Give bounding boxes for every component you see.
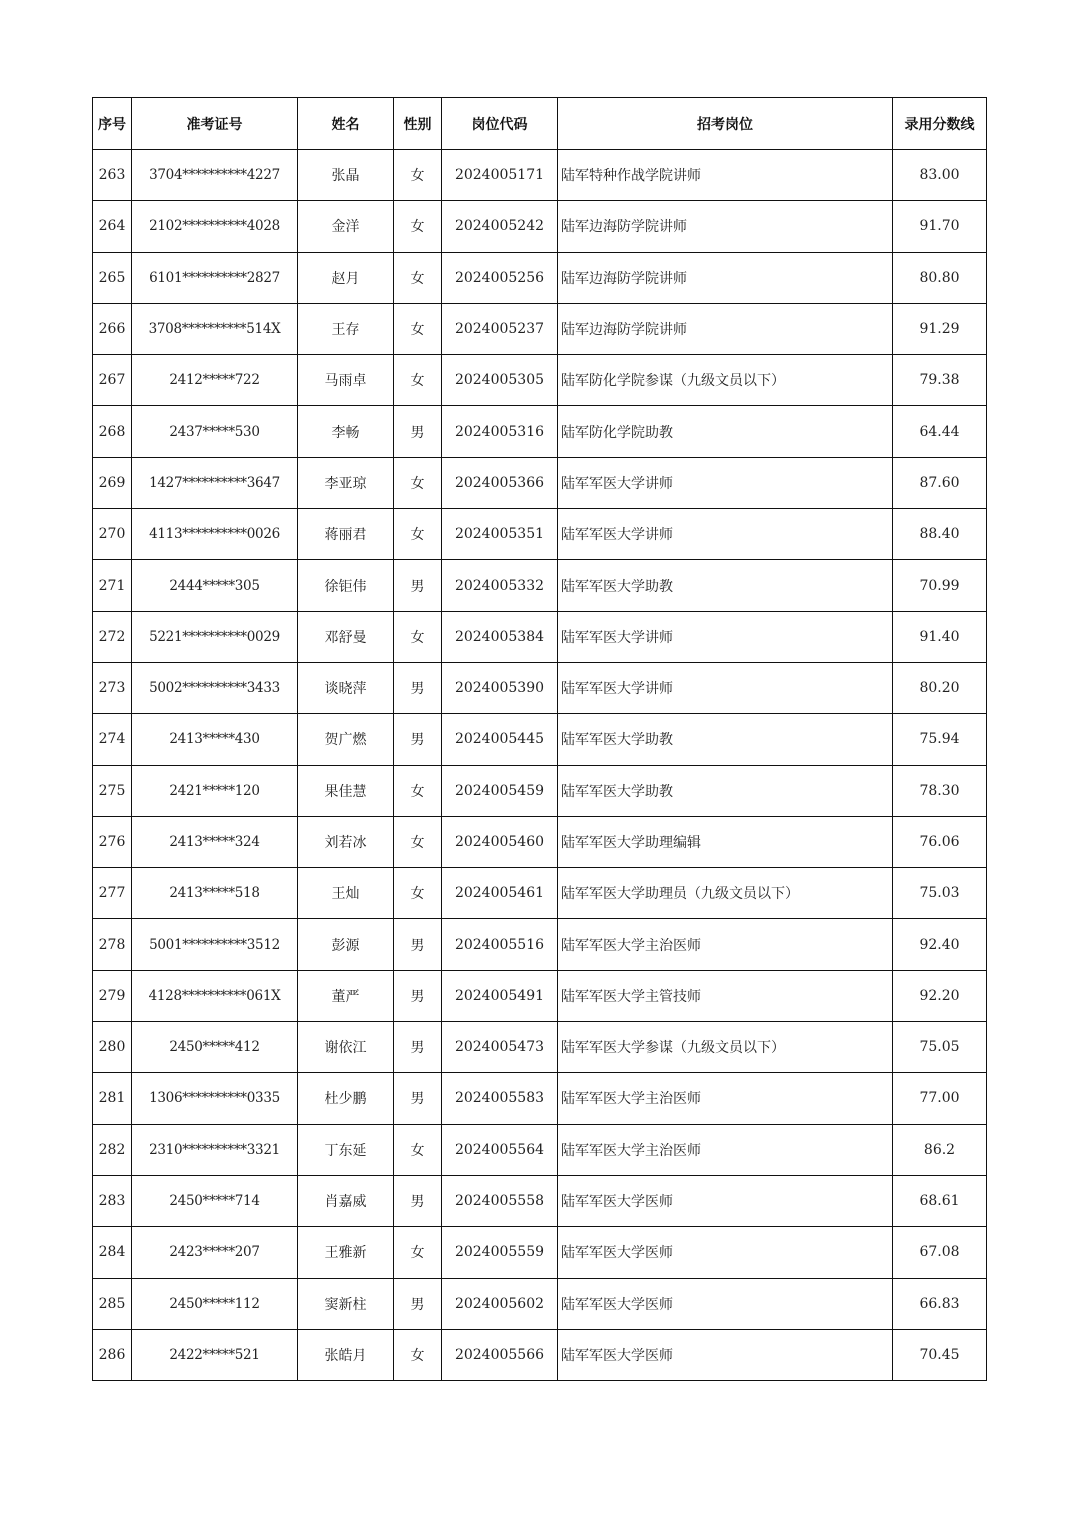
table-row (93, 560, 987, 611)
admission-score-cell: 76.06 (893, 816, 987, 867)
name-cell: 蒋丽君 (298, 509, 394, 560)
exam-ticket-number-cell: 2421*****120 (132, 765, 298, 816)
name-cell: 邓舒曼 (298, 611, 394, 662)
name-cell: 王存 (298, 303, 394, 354)
exam-ticket-number-cell: 2450*****412 (132, 1022, 298, 1073)
table-row (93, 765, 987, 816)
name-cell: 杜少鹏 (298, 1073, 394, 1124)
exam-ticket-number-cell: 4113**********0026 (132, 509, 298, 560)
name-cell: 刘若冰 (298, 816, 394, 867)
position-cell: 陆军边海防学院讲师 (558, 201, 893, 252)
table-row (93, 252, 987, 303)
gender-cell: 男 (394, 1175, 442, 1226)
table-row (93, 868, 987, 919)
gender-cell: 女 (394, 303, 442, 354)
position-code-cell: 2024005242 (442, 201, 558, 252)
admission-score-cell: 70.45 (893, 1329, 987, 1380)
exam-ticket-number-cell: 6101**********2827 (132, 252, 298, 303)
admission-score-cell: 91.40 (893, 611, 987, 662)
serial-number-cell: 265 (93, 252, 132, 303)
gender-cell: 男 (394, 714, 442, 765)
gender-cell: 男 (394, 406, 442, 457)
admission-score-cell: 86.2 (893, 1124, 987, 1175)
position-code-cell: 2024005445 (442, 714, 558, 765)
exam-ticket-number-cell: 2437*****530 (132, 406, 298, 457)
serial-number-cell: 279 (93, 970, 132, 1021)
position-cell: 陆军军医大学助教 (558, 714, 893, 765)
table-row (93, 1073, 987, 1124)
table-row (93, 457, 987, 508)
position-code-cell: 2024005566 (442, 1329, 558, 1380)
table-row (93, 816, 987, 867)
position-code-cell: 2024005564 (442, 1124, 558, 1175)
admission-score-cell: 91.70 (893, 201, 987, 252)
position-cell: 陆军军医大学主治医师 (558, 1073, 893, 1124)
serial-number-cell: 286 (93, 1329, 132, 1380)
serial-number-cell: 278 (93, 919, 132, 970)
admission-score-cell: 78.30 (893, 765, 987, 816)
position-cell: 陆军军医大学参谋（九级文员以下） (558, 1022, 893, 1073)
admission-score-cell: 91.29 (893, 303, 987, 354)
serial-number-cell: 267 (93, 355, 132, 406)
gender-cell: 男 (394, 919, 442, 970)
exam-ticket-number-cell: 3704**********4227 (132, 150, 298, 201)
serial-number-cell: 275 (93, 765, 132, 816)
position-cell: 陆军军医大学医师 (558, 1175, 893, 1226)
exam-ticket-number-cell: 2444*****305 (132, 560, 298, 611)
header-position: 招考岗位 (558, 98, 893, 150)
name-cell: 徐钜伟 (298, 560, 394, 611)
serial-number-cell: 277 (93, 868, 132, 919)
serial-number-cell: 281 (93, 1073, 132, 1124)
table-row (93, 1329, 987, 1380)
position-code-cell: 2024005559 (442, 1227, 558, 1278)
admission-score-cell: 80.20 (893, 662, 987, 713)
position-cell: 陆军军医大学讲师 (558, 509, 893, 560)
position-cell: 陆军军医大学主管技师 (558, 970, 893, 1021)
position-code-cell: 2024005305 (442, 355, 558, 406)
admission-score-table (92, 97, 987, 1381)
gender-cell: 女 (394, 201, 442, 252)
exam-ticket-number-cell: 2450*****112 (132, 1278, 298, 1329)
gender-cell: 女 (394, 816, 442, 867)
serial-number-cell: 271 (93, 560, 132, 611)
exam-ticket-number-cell: 2413*****430 (132, 714, 298, 765)
exam-ticket-number-cell: 2102**********4028 (132, 201, 298, 252)
exam-ticket-number-cell: 3708**********514X (132, 303, 298, 354)
admission-score-cell: 79.38 (893, 355, 987, 406)
table-row (93, 201, 987, 252)
table-row (93, 662, 987, 713)
table-row (93, 611, 987, 662)
gender-cell: 女 (394, 868, 442, 919)
position-code-cell: 2024005316 (442, 406, 558, 457)
gender-cell: 女 (394, 509, 442, 560)
serial-number-cell: 266 (93, 303, 132, 354)
name-cell: 董严 (298, 970, 394, 1021)
position-cell: 陆军防化学院助教 (558, 406, 893, 457)
admission-score-cell: 77.00 (893, 1073, 987, 1124)
admission-score-cell: 67.08 (893, 1227, 987, 1278)
name-cell: 窦新柱 (298, 1278, 394, 1329)
gender-cell: 女 (394, 611, 442, 662)
name-cell: 果佳慧 (298, 765, 394, 816)
serial-number-cell: 263 (93, 150, 132, 201)
name-cell: 贺广燃 (298, 714, 394, 765)
gender-cell: 男 (394, 560, 442, 611)
position-cell: 陆军军医大学助教 (558, 560, 893, 611)
admission-score-cell: 75.03 (893, 868, 987, 919)
name-cell: 马雨卓 (298, 355, 394, 406)
gender-cell: 男 (394, 1278, 442, 1329)
gender-cell: 女 (394, 457, 442, 508)
admission-score-cell: 68.61 (893, 1175, 987, 1226)
position-code-cell: 2024005351 (442, 509, 558, 560)
serial-number-cell: 273 (93, 662, 132, 713)
position-cell: 陆军防化学院参谋（九级文员以下） (558, 355, 893, 406)
gender-cell: 女 (394, 150, 442, 201)
position-code-cell: 2024005583 (442, 1073, 558, 1124)
serial-number-cell: 274 (93, 714, 132, 765)
position-cell: 陆军军医大学医师 (558, 1278, 893, 1329)
name-cell: 谢依江 (298, 1022, 394, 1073)
header-position-code: 岗位代码 (442, 98, 558, 150)
name-cell: 赵月 (298, 252, 394, 303)
admission-score-cell: 75.94 (893, 714, 987, 765)
exam-ticket-number-cell: 1306**********0335 (132, 1073, 298, 1124)
position-cell: 陆军军医大学医师 (558, 1227, 893, 1278)
serial-number-cell: 264 (93, 201, 132, 252)
position-code-cell: 2024005366 (442, 457, 558, 508)
position-code-cell: 2024005460 (442, 816, 558, 867)
table-row (93, 303, 987, 354)
serial-number-cell: 276 (93, 816, 132, 867)
admission-score-cell: 80.80 (893, 252, 987, 303)
table-row (93, 1124, 987, 1175)
exam-ticket-number-cell: 2413*****324 (132, 816, 298, 867)
position-cell: 陆军军医大学主治医师 (558, 919, 893, 970)
admission-score-cell: 70.99 (893, 560, 987, 611)
gender-cell: 女 (394, 1227, 442, 1278)
admission-score-cell: 92.40 (893, 919, 987, 970)
exam-ticket-number-cell: 2423*****207 (132, 1227, 298, 1278)
serial-number-cell: 283 (93, 1175, 132, 1226)
gender-cell: 男 (394, 1022, 442, 1073)
position-cell: 陆军军医大学讲师 (558, 662, 893, 713)
gender-cell: 男 (394, 970, 442, 1021)
position-code-cell: 2024005491 (442, 970, 558, 1021)
name-cell: 肖嘉威 (298, 1175, 394, 1226)
table-row (93, 919, 987, 970)
serial-number-cell: 284 (93, 1227, 132, 1278)
position-code-cell: 2024005237 (442, 303, 558, 354)
position-code-cell: 2024005384 (442, 611, 558, 662)
name-cell: 张皓月 (298, 1329, 394, 1380)
position-code-cell: 2024005473 (442, 1022, 558, 1073)
name-cell: 谈晓萍 (298, 662, 394, 713)
gender-cell: 女 (394, 1329, 442, 1380)
position-cell: 陆军军医大学助理员（九级文员以下） (558, 868, 893, 919)
admission-score-cell: 75.05 (893, 1022, 987, 1073)
table-row (93, 714, 987, 765)
table-row (93, 1022, 987, 1073)
position-code-cell: 2024005461 (442, 868, 558, 919)
position-cell: 陆军军医大学助理编辑 (558, 816, 893, 867)
exam-ticket-number-cell: 2422*****521 (132, 1329, 298, 1380)
gender-cell: 男 (394, 1073, 442, 1124)
name-cell: 王雅新 (298, 1227, 394, 1278)
admission-score-cell: 66.83 (893, 1278, 987, 1329)
exam-ticket-number-cell: 5002**********3433 (132, 662, 298, 713)
serial-number-cell: 285 (93, 1278, 132, 1329)
exam-ticket-number-cell: 2412*****722 (132, 355, 298, 406)
header-row (93, 98, 987, 150)
gender-cell: 女 (394, 252, 442, 303)
name-cell: 彭源 (298, 919, 394, 970)
position-code-cell: 2024005602 (442, 1278, 558, 1329)
exam-ticket-number-cell: 2413*****518 (132, 868, 298, 919)
gender-cell: 女 (394, 765, 442, 816)
table-row (93, 355, 987, 406)
header-exam-ticket-number: 准考证号 (132, 98, 298, 150)
position-code-cell: 2024005171 (442, 150, 558, 201)
admission-score-cell: 83.00 (893, 150, 987, 201)
exam-ticket-number-cell: 1427**********3647 (132, 457, 298, 508)
admission-score-cell: 64.44 (893, 406, 987, 457)
header-serial-number: 序号 (93, 98, 132, 150)
position-cell: 陆军特种作战学院讲师 (558, 150, 893, 201)
header-name: 姓名 (298, 98, 394, 150)
table-row (93, 1227, 987, 1278)
position-code-cell: 2024005459 (442, 765, 558, 816)
table-row (93, 1175, 987, 1226)
exam-ticket-number-cell: 5001**********3512 (132, 919, 298, 970)
position-code-cell: 2024005332 (442, 560, 558, 611)
position-code-cell: 2024005516 (442, 919, 558, 970)
admission-score-cell: 88.40 (893, 509, 987, 560)
table-body (93, 150, 987, 1381)
position-code-cell: 2024005256 (442, 252, 558, 303)
admission-score-cell: 87.60 (893, 457, 987, 508)
gender-cell: 女 (394, 1124, 442, 1175)
exam-ticket-number-cell: 4128**********061X (132, 970, 298, 1021)
header-gender: 性别 (394, 98, 442, 150)
serial-number-cell: 272 (93, 611, 132, 662)
table-header (93, 98, 987, 150)
gender-cell: 男 (394, 662, 442, 713)
serial-number-cell: 269 (93, 457, 132, 508)
position-cell: 陆军边海防学院讲师 (558, 252, 893, 303)
name-cell: 丁东延 (298, 1124, 394, 1175)
name-cell: 张晶 (298, 150, 394, 201)
table-row (93, 509, 987, 560)
position-code-cell: 2024005558 (442, 1175, 558, 1226)
serial-number-cell: 282 (93, 1124, 132, 1175)
name-cell: 王灿 (298, 868, 394, 919)
position-cell: 陆军军医大学主治医师 (558, 1124, 893, 1175)
position-cell: 陆军军医大学助教 (558, 765, 893, 816)
table-row (93, 1278, 987, 1329)
position-cell: 陆军军医大学讲师 (558, 457, 893, 508)
exam-ticket-number-cell: 5221**********0029 (132, 611, 298, 662)
serial-number-cell: 280 (93, 1022, 132, 1073)
table-row (93, 970, 987, 1021)
position-cell: 陆军军医大学医师 (558, 1329, 893, 1380)
table-row (93, 150, 987, 201)
table-row (93, 406, 987, 457)
exam-ticket-number-cell: 2450*****714 (132, 1175, 298, 1226)
header-admission-score: 录用分数线 (893, 98, 987, 150)
name-cell: 金洋 (298, 201, 394, 252)
serial-number-cell: 270 (93, 509, 132, 560)
gender-cell: 女 (394, 355, 442, 406)
position-code-cell: 2024005390 (442, 662, 558, 713)
admission-score-cell: 92.20 (893, 970, 987, 1021)
exam-ticket-number-cell: 2310**********3321 (132, 1124, 298, 1175)
name-cell: 李亚琼 (298, 457, 394, 508)
position-cell: 陆军军医大学讲师 (558, 611, 893, 662)
position-cell: 陆军边海防学院讲师 (558, 303, 893, 354)
serial-number-cell: 268 (93, 406, 132, 457)
name-cell: 李畅 (298, 406, 394, 457)
